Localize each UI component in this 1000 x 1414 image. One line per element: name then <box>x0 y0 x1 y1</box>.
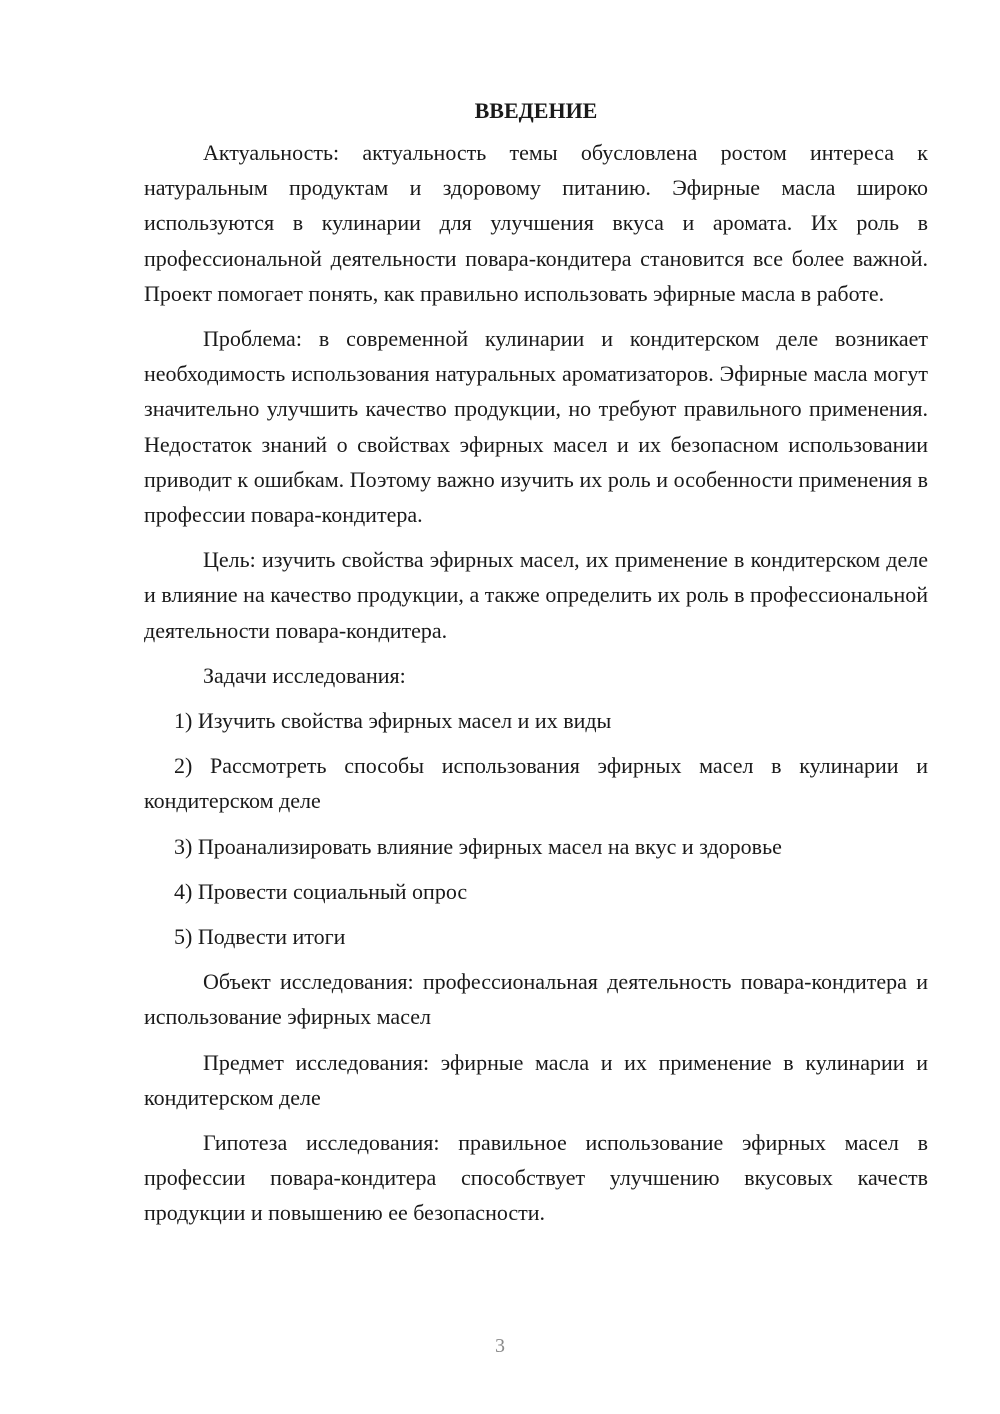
page-content <box>144 93 928 1241</box>
paragraph-subject: Предмет исследования: эфирные масла и их применение в кулинарии и кондитерском деле <box>144 1049 928 1110</box>
task-item: 2) Рассмотреть способы использования эфирных масел в кулинарии и кондитерском деле <box>144 753 928 814</box>
task-item: 1) Изучить свойства эфирных масел и их виды <box>174 708 612 734</box>
paragraph-goal: Цель: изучить свойства эфирных масел, их применение в кондитерском деле и влияние на качество продукции, а также определить их роль в профессиональной деятельности повара-кондитера. <box>144 547 928 643</box>
task-item: 5) Подвести итоги <box>174 924 346 950</box>
section-title: ВВЕДЕНИЕ <box>474 98 598 123</box>
task-item: 4) Провести социальный опрос <box>174 878 468 904</box>
page-number: 3 <box>495 1335 505 1357</box>
paragraph-object: Объект исследования: профессиональная деятельность повара-кондитера и использование эфирных масел <box>144 969 928 1030</box>
paragraph-relevance: Актуальность: актуальность темы обусловлена ростом интереса к натуральным продуктам и здоровому питанию. Эфирные масла широко используются в кулинарии для улучшения вкуса и аромата. Их роль в профессиональной деятельности повара-кондитера становится все более важной. Проект помогает понять, как правильно использовать эфирные масла в работе. <box>144 140 928 306</box>
task-item: 3) Проанализировать влияние эфирных масел на вкус и здоровье <box>174 833 782 859</box>
paragraph-hypothesis: Гипотеза исследования: правильное использование эфирных масел в профессии повара-кондитера способствует улучшению вкусовых качеств продукции и повышению ее безопасности. <box>144 1130 928 1226</box>
paragraph-problem: Проблема: в современной кулинарии и кондитерском деле возникает необходимость использования натуральных ароматизаторов. Эфирные масла могут значительно улучшить качество продукции, но требуют правильного применения. Недостаток знаний о свойствах эфирных масел и их безопасном использовании приводит к ошибкам. Поэтому важно изучить их роль и особенности применения в профессии повара-кондитера. <box>144 326 928 528</box>
paragraph-tasks-heading: Задачи исследования: <box>203 662 406 688</box>
